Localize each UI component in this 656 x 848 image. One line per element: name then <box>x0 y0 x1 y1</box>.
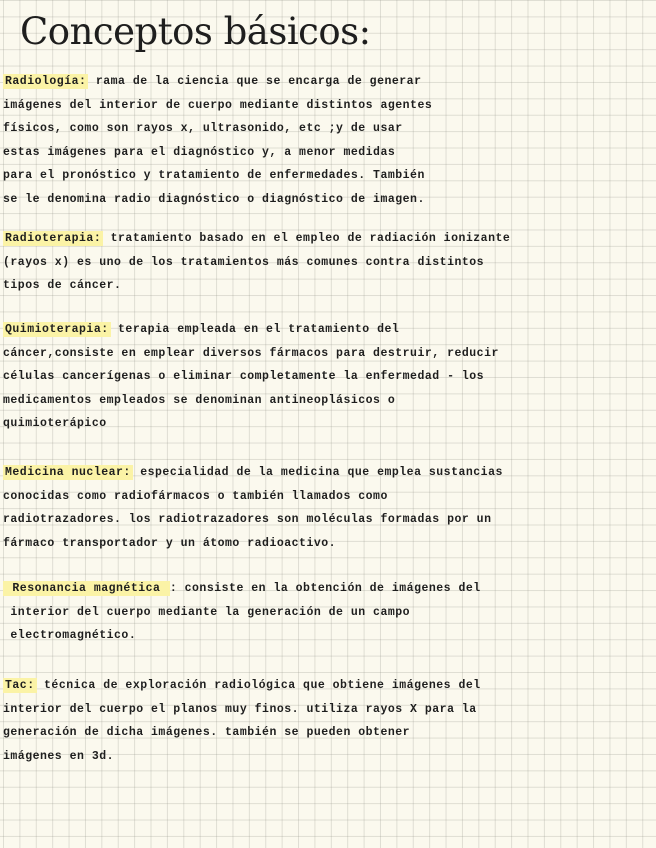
entry-radiologia <box>3 70 643 212</box>
entry-line: para el pronóstico y tratamiento de enfermedades. También <box>3 169 425 183</box>
entry-line: (rayos x) es uno de los tratamientos más comunes contra distintos <box>3 255 485 269</box>
entry-line: electromagnético. <box>3 629 137 643</box>
definition-text: especialidad de la medicina que emplea sustancias <box>132 466 503 479</box>
entry-radioterapia <box>3 227 643 298</box>
term-highlight: Medicina nuclear: <box>5 466 131 479</box>
entry-line: fármaco transportador y un átomo radioactivo. <box>3 536 337 550</box>
entry-line: medicamentos empleados se denominan antineoplásicos o <box>3 393 396 407</box>
entry-tac <box>3 674 643 768</box>
term-highlight: Quimioterapia: <box>5 323 109 336</box>
entry-resonancia-magnetica <box>3 577 643 648</box>
page-title: Conceptos básicos: <box>20 10 371 53</box>
entry-line: radiotrazadores. los radiotrazadores son moléculas formadas por un <box>3 513 492 527</box>
entry-line: se le denomina radio diagnóstico o diagnóstico de imagen. <box>3 192 425 206</box>
term-highlight: Resonancia magnética <box>5 582 168 595</box>
entry-line: células cancerígenas o eliminar completamente la enfermedad - los <box>3 370 485 384</box>
definition-text: : consiste en la obtención de imágenes del <box>169 582 481 595</box>
entry-line <box>3 461 643 485</box>
entry-line: estas imágenes para el diagnóstico y, a menor medidas <box>3 145 396 159</box>
entry-line: quimioterápico <box>3 417 107 431</box>
entry-line <box>3 577 643 601</box>
entry-line <box>3 318 643 342</box>
entry-quimioterapia <box>3 318 643 436</box>
entry-line <box>3 227 643 251</box>
entry-line: tipos de cáncer. <box>3 279 122 293</box>
entry-line <box>3 674 643 698</box>
entry-line <box>3 70 643 94</box>
entry-line: imágenes en 3d. <box>3 749 115 763</box>
entry-medicina-nuclear <box>3 461 643 555</box>
entry-line: generación de dicha imágenes. también se pueden obtener <box>3 726 411 740</box>
term-highlight: Radiología: <box>5 75 87 88</box>
entry-line: imágenes del interior de cuerpo mediante distintos agentes <box>3 98 433 112</box>
term-highlight: Radioterapia: <box>5 232 102 245</box>
definition-text: técnica de exploración radiológica que obtiene imágenes del <box>36 679 481 692</box>
term-highlight: Tac: <box>5 679 35 692</box>
entry-line: interior del cuerpo mediante la generación de un campo <box>3 605 411 619</box>
definition-text: tratamiento basado en el empleo de radiación ionizante <box>103 232 511 245</box>
definition-text: terapia empleada en el tratamiento del <box>110 323 400 336</box>
entry-line: conocidas como radiofármacos o también llamados como <box>3 489 388 503</box>
entry-line: físicos, como son rayos x, ultrasonido, etc ;y de usar <box>3 122 403 136</box>
definition-text: rama de la ciencia que se encarga de generar <box>88 75 422 88</box>
entry-line: interior del cuerpo el planos muy finos. utiliza rayos X para la <box>3 702 477 716</box>
entry-line: cáncer,consiste en emplear diversos fármacos para destruir, reducir <box>3 346 499 360</box>
